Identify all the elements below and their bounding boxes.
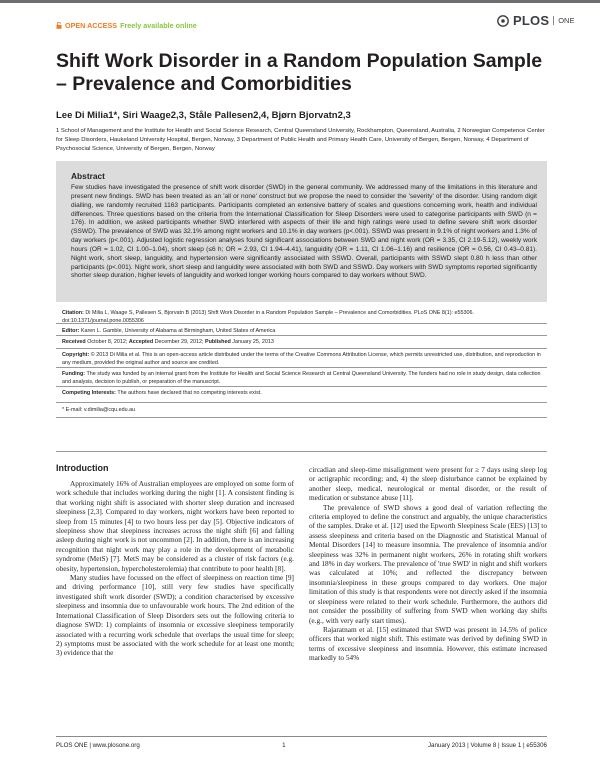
competing-label: Competing Interests: xyxy=(62,390,116,396)
accepted-label: Accepted xyxy=(128,339,154,345)
top-rule xyxy=(0,0,600,3)
editor-line xyxy=(62,327,546,335)
abstract-text: Few studies have investigated the presence of shift work disorder (SWD) in the general community. We addressed many of the limitations in this literature and present new findings. SWD has been treated as an 'all or none' construct but we propose the need to consider the 'severity' of the disorder. Using random digit dialling, we randomly recruited 1163 participants. Participants completed an extensive battery of scales and questions concerning work, health and individual differences. Three questions based on the criteria from the International Classification for Sleep Disorders were used to categorise participants with SWD (n = 176). In addition, we asked participants whether SWD interfered with aspects of their life and high ratings were used to define severe shift work disorder (SSWD). The prevalence of SWD was 32.1% among night workers and 10.1% in day workers (p<.001). SSWD was present in 9.1% of night workers and 1.3% of day workers (p<.001). Adjusted logistic regression analyses found significant associations between SWD and night work (OR = 3.35, CI 2.19-5.12), weekly work hours (OR = 1.02, CI 1.00–1.04), short sleep (≤6 h; OR = 2.93, CI 1.94–4.41), languidity (OR = 1.11, CI 1.06–1.16) and resilience (OR = 0.56, CI 0.43–0.81). Night work, short sleep, languidity, and hypertension were significantly associated with SSWD. Overall, participants with SSWD slept 0.80 h less than other participants (p<.001). Night work, short sleep and languidity were associated with both SWD and SSWD. Day workers with SWD symptoms reported significantly shorter sleep duration, higher levels of languidity and worked longer working hours compared to day workers without SWD. xyxy=(71,184,537,280)
divider xyxy=(56,451,547,452)
divider xyxy=(56,402,547,403)
footer-issue: January 2013 | Volume 8 | Issue 1 | e55306 xyxy=(427,742,547,749)
competing-interests-line xyxy=(62,389,546,397)
open-access-banner xyxy=(56,21,197,30)
paragraph: Many studies have focussed on the effect of sleepiness on reaction time [9] and driving performance [10], still very few studies have specifically investigated shift work disorder (SWD); a condition characterised by excessive sleepiness and insomnia due to unfavourable work hours. The 2nd edition of the International Classification of Sleep Disorders sets out the following criteria to diagnose SWD: 1) complaints of insomnia or excessive sleepiness temporarily associated with a recurring work schedule that overlaps the usual time for sleep; 2) symptoms must be associated with the work schedule for at least one month; 3) evidence that the xyxy=(56,573,294,658)
journal-logo xyxy=(497,13,574,28)
introduction-heading: Introduction xyxy=(56,463,109,473)
editor-text: Karen L. Gamble, University of Alabama at Birmingham, United States of America xyxy=(80,328,276,334)
divider xyxy=(56,367,547,368)
journal-suffix: ONE xyxy=(553,16,574,25)
paragraph: circadian and sleep-time misalignment were present for ≥ 7 days using sleep log or actigraphic recording; and, 4) the sleep disturbance cannot be explained by another sleep, medical, neurological or mental disorder, or the result of medication or substance abuse [11]. xyxy=(309,465,547,503)
received-date: October 8, 2012; xyxy=(87,339,128,345)
email-line xyxy=(62,406,546,414)
abstract-box xyxy=(56,161,547,302)
published-label: Published xyxy=(204,339,231,345)
email-text: * E-mail: v.dimilia@cqu.edu.au xyxy=(62,407,136,413)
right-column xyxy=(309,465,547,663)
page-footer xyxy=(56,736,547,749)
left-column xyxy=(56,479,294,658)
paragraph: The prevalence of SWD shows a good deal of variation reflecting the criteria employed to define the construct and arguably, the unique characteristics of the samples. Drake et al. [12] used the Epworth Sleepiness Scale (EES) [13] to assess sleepiness and criteria based on the Diagnostic and Statistical Manual of Mental Disorders [14] to measure insomnia. The prevalence of insomnia and/or sleepiness was 32% in permanent night workers, 26% in rotating shift workers and 18% in day workers. The prevalence of 'true SWD' in night and shift workers was calculated at 10%; and reflected the discrepancy between insomnia/sleepiness in these groups compared to day workers. One major limitation of this study is that respondents were not directly asked if the insomnia or sleepiness were related to their work schedule. Furthermore, the authors did not consider the possibility of suffering from SWD when working day shifts (e.g., with very early start times). xyxy=(309,502,547,625)
funding-label: Funding: xyxy=(62,371,86,377)
editor-label: Editor: xyxy=(62,328,80,334)
article-title: Shift Work Disorder in a Random Population Sample – Prevalence and Comorbidities xyxy=(56,50,543,95)
footer-journal: PLOS ONE | www.plosone.org xyxy=(56,742,140,749)
divider xyxy=(56,323,547,324)
funding-text: The study was funded by an internal grant from the Institute for Health and Social Science Research at Central Queensland University. The funders had no role in study design, data collection and analysis, decision to publish, or preparation of the manuscript. xyxy=(62,371,541,386)
divider xyxy=(56,386,547,387)
plos-logo-icon xyxy=(497,15,509,27)
page-number: 1 xyxy=(282,742,286,749)
copyright-label: Copyright: xyxy=(62,352,90,358)
citation-label: Citation: xyxy=(62,310,84,316)
open-lock-icon xyxy=(56,22,62,29)
author-list: Lee Di Milia1*, Siri Waage2,3, Ståle Pallesen2,4, Bjørn Bjorvatn2,3 xyxy=(56,110,351,121)
open-access-label: OPEN ACCESS xyxy=(65,21,118,30)
copyright-text: © 2013 Di Milia et al. This is an open-access article distributed under the terms of the Creative Commons Attribution License, which permits unrestricted use, distribution, and reproduction in any medium, provided the original author and source are credited. xyxy=(62,352,541,367)
affiliations: 1 School of Management and the Institute for Health and Social Science Research, Central Queensland University, Rockhampton, Queensland, Australia, 2 Norwegian Competence Center for Sleep Disorders, Haukeland University Hospital, Bergen, Norway, 3 Department of Public Health and Primary Health Care, University of Bergen, Bergen, Norway, 4 Department of Psychosocial Science, University of Bergen, Bergen, Norway xyxy=(56,128,545,153)
divider xyxy=(56,335,547,336)
paragraph: Rajaratnam et al. [15] estimated that SWD was present in 14.5% of police officers that worked night shift. This estimate was derived by defining SWD in terms of excessive sleepiness and insomnia. However, this estimate increased markedly to 54% xyxy=(309,624,547,663)
freely-available-label: Freely available online xyxy=(120,21,197,30)
citation-text: Di Milia L, Waage S, Pallesen S, Bjorvatn B (2013) Shift Work Disorder in a Random Population Sample – Prevalence and Comorbidities. PLoS ONE 8(1): e55306. doi:10.1371/journal.pone.0055306 xyxy=(62,310,474,325)
competing-text: The authors have declared that no competing interests exist. xyxy=(117,390,262,396)
copyright-line xyxy=(62,351,546,367)
published-date: January 25, 2013 xyxy=(232,339,274,345)
funding-line xyxy=(62,370,546,386)
received-label: Received xyxy=(62,339,86,345)
abstract-heading: Abstract xyxy=(71,171,105,181)
paragraph: Approximately 16% of Australian employees are employed on some form of work schedule that includes working during the night [1]. A consistent finding is that working night shift is associated with shorter sleep duration and increased sleepiness [2,3]. Compared to day workers, night workers have been reported to sleep from 15 minutes [4] to two hours less per day [5]. Objective indicators of sleepiness show that sleepiness increases across the night shift [6] and falling asleep during night work is not uncommon [2]. In addition, there is an increasing recognition that night work may play a role in the development of metabolic syndrome (MetS) [7]. MetS may be considered as a cluster of risk factors (e.g. obesity, hypertension, hypercholesterolemia) that contribute to poor health [8]. xyxy=(56,479,294,573)
divider xyxy=(56,348,547,349)
dates-line xyxy=(62,338,546,346)
accepted-date: December 29, 2012; xyxy=(154,339,204,345)
divider xyxy=(56,417,547,418)
journal-name: PLOS xyxy=(513,13,550,28)
